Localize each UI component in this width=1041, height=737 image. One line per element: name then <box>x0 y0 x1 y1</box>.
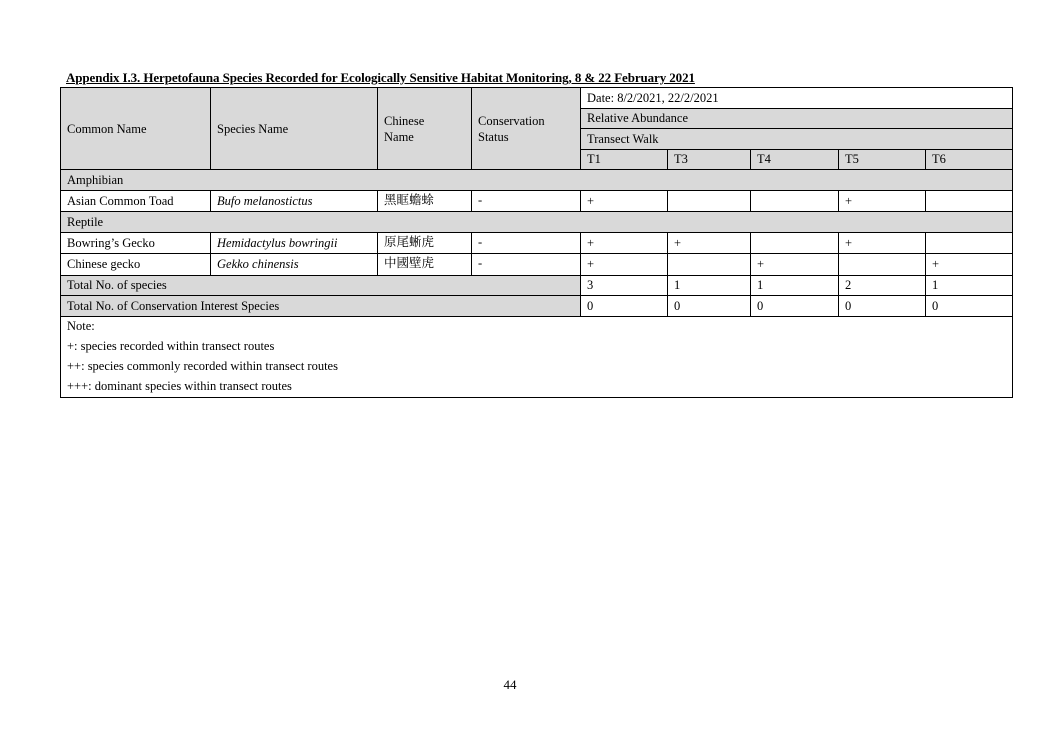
total-cell: 1 <box>751 275 839 296</box>
abundance-cell: + <box>839 232 926 254</box>
abundance-cell: + <box>668 232 751 254</box>
abundance-cell: + <box>839 190 926 212</box>
total-cell: 0 <box>926 296 1013 317</box>
total-label: Total No. of Conservation Interest Species <box>61 296 581 317</box>
note-line: ++: species commonly recorded within transect routes <box>67 358 338 373</box>
total-cell: 3 <box>581 275 668 296</box>
group-row-reptile <box>61 212 1013 233</box>
header-conservation-line2: Status <box>478 129 509 144</box>
header-transect: T6 <box>926 149 1013 170</box>
group-label: Amphibian <box>61 170 1013 191</box>
total-cell: 1 <box>926 275 1013 296</box>
common-name-cell: Chinese gecko <box>61 254 211 276</box>
header-transect: T1 <box>581 149 668 170</box>
conservation-status-cell: - <box>472 190 581 212</box>
note-heading: Note: <box>67 318 95 333</box>
abundance-cell <box>926 232 1013 254</box>
notes-cell <box>61 316 1013 397</box>
abundance-cell: + <box>581 190 668 212</box>
species-name-cell: Bufo melanostictus <box>211 190 378 212</box>
header-chinese-name-line2: Name <box>384 129 414 144</box>
header-common-name: Common Name <box>61 88 211 170</box>
chinese-name-cell: 原尾蜥虎 <box>378 232 472 254</box>
page-number: 44 <box>503 677 517 692</box>
table-row <box>61 190 1013 212</box>
header-conservation-status <box>472 88 581 170</box>
header-date: Date: 8/2/2021, 22/2/2021 <box>581 88 1013 109</box>
table-row <box>61 232 1013 254</box>
abundance-cell: + <box>926 254 1013 276</box>
group-label: Reptile <box>61 212 1013 233</box>
abundance-cell <box>668 254 751 276</box>
conservation-status-cell: - <box>472 254 581 276</box>
common-name-cell: Bowring’s Gecko <box>61 232 211 254</box>
note-line: +++: dominant species within transect routes <box>67 378 292 393</box>
chinese-name-cell: 黑眶蟾蜍 <box>378 190 472 212</box>
herpetofauna-table <box>60 87 1013 398</box>
abundance-cell <box>751 190 839 212</box>
notes-row <box>61 316 1013 397</box>
abundance-cell <box>926 190 1013 212</box>
total-cell: 0 <box>751 296 839 317</box>
total-label: Total No. of species <box>61 275 581 296</box>
species-name-cell: Hemidactylus bowringii <box>211 232 378 254</box>
table-row <box>61 254 1013 276</box>
header-chinese-name <box>378 88 472 170</box>
header-transect: T3 <box>668 149 751 170</box>
abundance-cell: + <box>581 254 668 276</box>
abundance-cell: + <box>581 232 668 254</box>
abundance-cell <box>839 254 926 276</box>
total-row-species <box>61 275 1013 296</box>
note-line: +: species recorded within transect routes <box>67 338 275 353</box>
header-chinese-name-line1: Chinese <box>384 113 425 128</box>
conservation-status-cell: - <box>472 232 581 254</box>
total-cell: 0 <box>581 296 668 317</box>
total-cell: 2 <box>839 275 926 296</box>
total-row-conservation <box>61 296 1013 317</box>
header-relative-abundance: Relative Abundance <box>581 108 1013 129</box>
total-cell: 0 <box>839 296 926 317</box>
header-transect: T5 <box>839 149 926 170</box>
abundance-cell <box>751 232 839 254</box>
common-name-cell: Asian Common Toad <box>61 190 211 212</box>
group-row-amphibian <box>61 170 1013 191</box>
species-name-cell: Gekko chinensis <box>211 254 378 276</box>
header-row-date <box>61 88 1013 109</box>
abundance-cell <box>668 190 751 212</box>
chinese-name-cell: 中國壁虎 <box>378 254 472 276</box>
abundance-cell: + <box>751 254 839 276</box>
total-cell: 0 <box>668 296 751 317</box>
table-caption: Appendix I.3. Herpetofauna Species Recorded for Ecologically Sensitive Habitat Monitoring, 8 & 22 February 2021 <box>66 70 695 85</box>
header-conservation-line1: Conservation <box>478 113 545 128</box>
header-transect-walk: Transect Walk <box>581 129 1013 150</box>
header-transect: T4 <box>751 149 839 170</box>
header-species-name: Species Name <box>211 88 378 170</box>
total-cell: 1 <box>668 275 751 296</box>
